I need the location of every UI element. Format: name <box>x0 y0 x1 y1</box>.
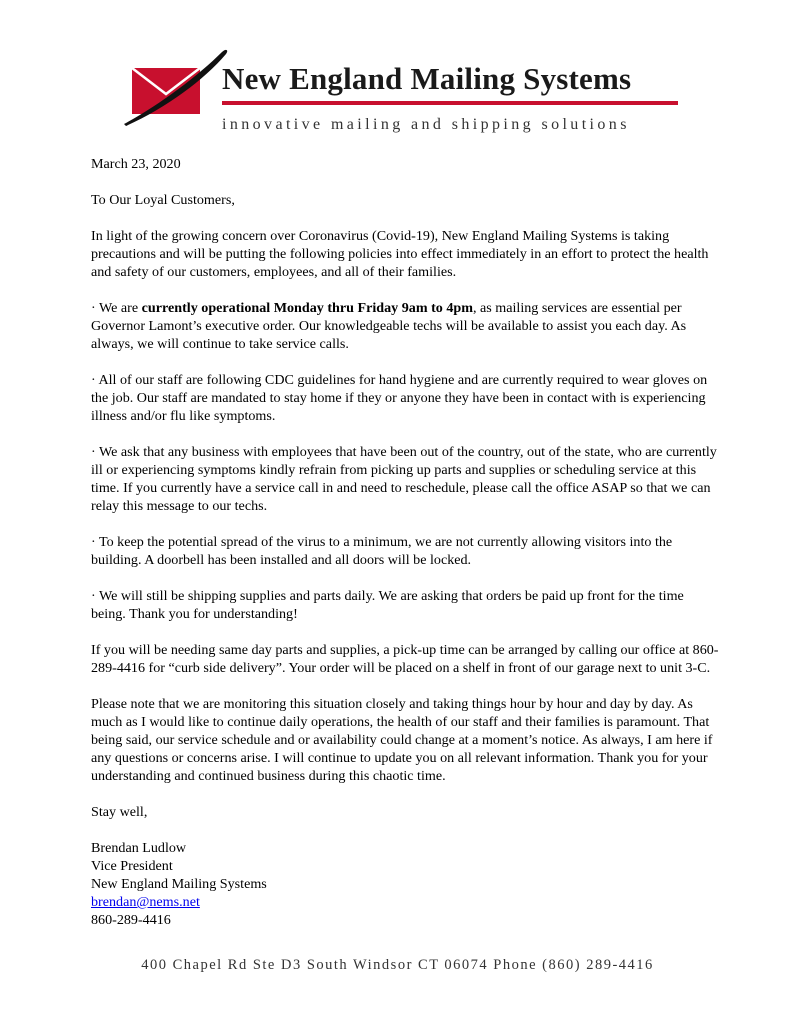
header-rule <box>222 101 678 105</box>
letter-date: March 23, 2020 <box>91 156 181 172</box>
footer-address: 400 Chapel Rd Ste D3 South Windsor CT 06074 Phone (860) 289-4416 <box>141 957 654 973</box>
signature-company: New England Mailing Systems <box>91 876 267 892</box>
bullet-cdc-guidelines: · All of our staff are following CDC guidelines for hand hygiene and are currently required to wear gloves on the job. Our staff are mandated to stay home if they or anyone they have been in contact with is experiencing illness and/or flu like symptoms. <box>91 372 708 424</box>
bullet-operational-hours <box>91 299 719 353</box>
intro-paragraph: In light of the growing concern over Coronavirus (Covid-19), New England Mailing Systems is taking precautions and will be putting the following policies into effect immediately in an effort to protect the health and safety of our customers, employees, and all of their families. <box>91 228 709 280</box>
closing: Stay well, <box>91 804 148 820</box>
signature-email-line <box>91 893 719 911</box>
tagline: innovative mailing and shipping solutions <box>222 116 630 133</box>
monitoring-paragraph: Please note that we are monitoring this situation closely and taking things hour by hour and day by day. As much as I would like to continue daily operations, the health of our staff and their families is paramount. That being said, our service schedule and or availability could change at a moment’s notice. As always, I am here if any questions or concerns arise. I will continue to update you on all relevant information. Thank you for your understanding and continued business during this chaotic time. <box>91 696 713 784</box>
signature-phone: 860-289-4416 <box>91 912 171 928</box>
bullet-no-visitors: · To keep the potential spread of the virus to a minimum, we are not currently allowing visitors into the building. A doorbell has been installed and all doors will be locked. <box>91 534 673 568</box>
hours-emphasis: currently operational Monday thru Friday 9am to 4pm <box>141 300 473 316</box>
email-link[interactable]: brendan@nems.net <box>91 894 200 910</box>
company-name: New England Mailing Systems <box>222 61 632 96</box>
bullet-prefix: · We are <box>91 300 142 316</box>
signature-title: Vice President <box>91 858 173 874</box>
bullet-rest: , as mailing services are essential per Governor Lamont’s executive order. Our knowledgeable techs will be available to assist you each day. As always, we will continue to take service calls. <box>91 300 687 352</box>
salutation: To Our Loyal Customers, <box>91 192 235 208</box>
pickup-paragraph: If you will be needing same day parts and supplies, a pick-up time can be arranged by calling our office at 860-289-4416 for “curb side delivery”. Your order will be placed on a shelf in front of our garage next to unit 3-C. <box>91 642 719 676</box>
bullet-shipping: · We will still be shipping supplies and parts daily. We are asking that orders be paid up front for the time being. Thank you for understanding! <box>91 588 684 622</box>
letter-body <box>91 155 719 929</box>
bullet-travel-illness: · We ask that any business with employees that have been out of the country, out of the state, who are currently ill or experiencing symptoms kindly refrain from picking up parts and supplies or scheduling service at this time. If you currently have a service call in and need to reschedule, please call the office ASAP so that we can relay this message to our techs. <box>91 444 717 514</box>
envelope-logo-icon <box>118 46 230 128</box>
signature-name: Brendan Ludlow <box>91 840 187 856</box>
